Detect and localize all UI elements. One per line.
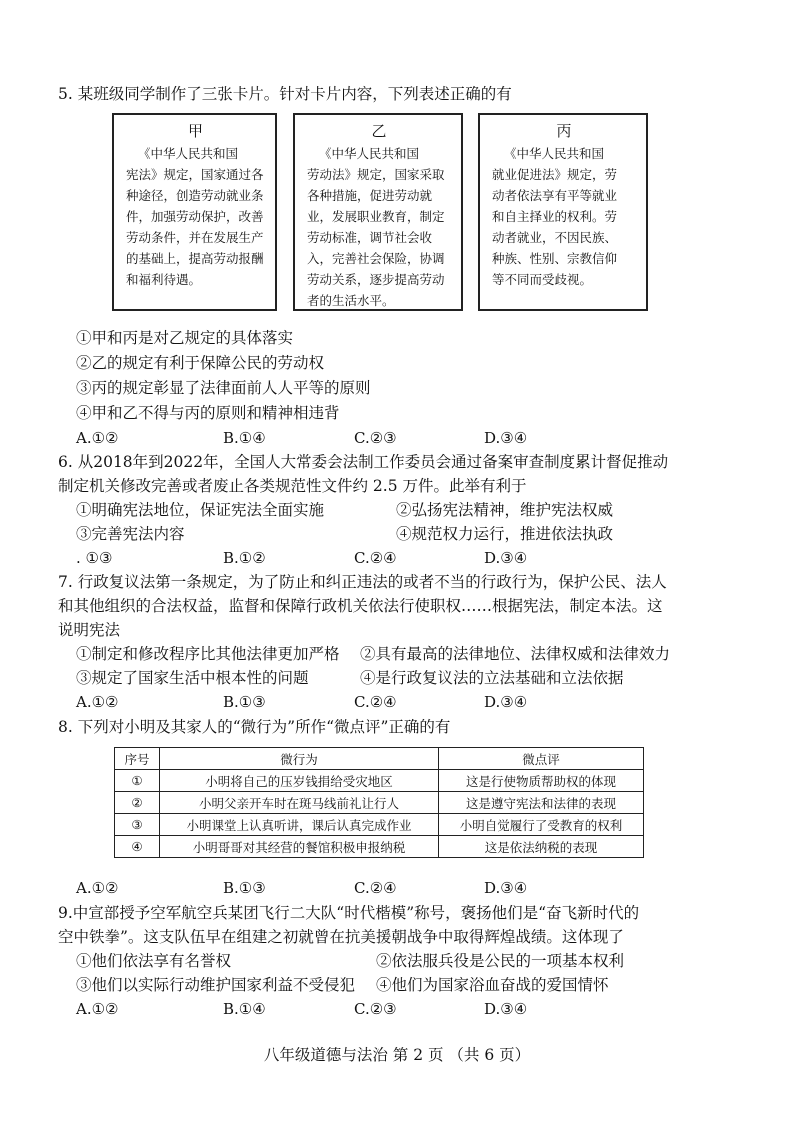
q8-option-b: B.①③ [223,879,266,897]
card-bing [478,113,648,311]
q5-statement-1: ①甲和丙是对乙规定的具体落实 [76,329,294,347]
q7-option-d: D.③④ [484,693,528,711]
q7-stem-line-2: 和其他组织的合法权益，监督和保障行政机关依法行使职权……根据宪法，制定本法。这 [58,597,663,615]
card-bing-line: 种族、性别、宗教信仰 [492,251,618,266]
q9-statement-4: ④他们为国家浴血奋战的爱国情怀 [376,976,609,994]
card-bing-line: 动者依法享有平等就业 [492,188,618,203]
card-yi [293,113,463,311]
q8-option-a: A.①② [76,879,119,897]
table-cell: 这是行使物质帮助权的体现 [439,770,644,792]
q6-stem-line-2: 制定机关修改完善或者废止各类规范性文件约 2.5 万件。此举有利于 [58,477,527,495]
table-cell: 小明课堂上认真听讲，课后认真完成作业 [160,814,439,836]
q7-option-b: B.①③ [223,693,266,711]
q6-option-b: B.①② [223,549,266,567]
card-jia-line: 《中华人民共和国 [138,146,239,161]
q6-statement-1: ①明确宪法地位，保证宪法全面实施 [76,501,325,519]
card-bing-line: 动者就业，不因民族、 [492,230,618,245]
q6-statement-2: ②弘扬宪法精神，维护宪法权威 [396,501,614,519]
q8-option-d: D.③④ [484,879,528,897]
q7-option-c: C.②④ [354,693,397,711]
q7-option-a: A.①② [76,693,119,711]
q9-option-d: D.③④ [484,1000,528,1018]
card-yi-line: 劳动法》规定，国家采取 [307,167,445,182]
table-header-cell: 微点评 [439,748,644,770]
q7-stem-line-3: 说明宪法 [58,621,121,639]
q9-option-b: B.①④ [223,1000,266,1018]
card-yi-line: 《中华人民共和国 [319,146,420,161]
table-cell: 这是遵守宪法和法律的表现 [439,792,644,814]
table-cell: ② [115,792,160,814]
q9-statement-3: ③他们以实际行动维护国家利益不受侵犯 [76,976,356,994]
q6-option-c: C.②④ [354,549,397,567]
card-bing-title: 丙 [556,122,572,140]
card-jia-line: 的基础上，提高劳动报酬 [126,251,264,266]
card-yi-line: 者的生活水平。 [307,293,395,308]
q8-table [114,747,644,858]
q8-option-c: C.②④ [354,879,397,897]
card-jia [112,113,277,311]
q9-stem-line-1: 9.中宣部授予空军航空兵某团飞行二大队“时代楷模”称号，褒扬他们是“奋飞新时代的 [58,904,640,922]
table-row [115,814,644,836]
table-row [115,836,644,858]
table-cell: 小明父亲开车时在斑马线前礼让行人 [160,792,439,814]
card-bing-line: 《中华人民共和国 [504,146,605,161]
card-jia-line: 件，加强劳动保护，改善 [126,209,264,224]
q6-option-a: . ①③ [76,549,113,567]
table-row [115,792,644,814]
q9-option-a: A.①② [76,1000,119,1018]
card-jia-title: 甲 [187,122,203,140]
card-yi-line: 各种措施，促进劳动就 [307,188,433,203]
card-bing-line: 就业促进法》规定，劳 [492,167,618,182]
q5-option-c: C.②③ [354,429,397,447]
q8-stem: 8. 下列对小明及其家人的“微行为”所作“微点评”正确的有 [58,718,451,736]
table-cell: 小明哥哥对其经营的餐馆积极申报纳税 [160,836,439,858]
card-yi-title: 乙 [371,122,387,140]
q5-option-a: A.①② [76,429,119,447]
card-yi-line: 业，发展职业教育，制定 [307,209,445,224]
q9-statement-1: ①他们依法享有名誉权 [76,952,232,970]
table-cell: 这是依法纳税的表现 [439,836,644,858]
q7-statement-4: ④是行政复议法的立法基础和立法依据 [360,669,624,687]
q6-statement-3: ③完善宪法内容 [76,525,185,543]
card-yi-line: 劳动关系，逐步提高劳动 [307,272,445,287]
table-header-row [115,748,644,770]
table-cell: ③ [115,814,160,836]
table-row [115,770,644,792]
q9-stem-line-2: 空中铁拳”。这支队伍早在组建之初就曾在抗美援朝战争中取得辉煌战绩。这体现了 [58,928,624,946]
table-cell: 小明将自己的压岁钱捐给受灾地区 [160,770,439,792]
q5-statement-4: ④甲和乙不得与丙的原则和精神相违背 [76,404,340,422]
q7-statement-1: ①制定和修改程序比其他法律更加严格 [76,645,340,663]
table-header-cell: 序号 [115,748,160,770]
card-jia-line: 种途径，创造劳动就业条 [126,188,264,203]
q5-option-b: B.①④ [223,429,266,447]
q5-statement-3: ③丙的规定彰显了法律面前人人平等的原则 [76,379,371,397]
card-yi-line: 入，完善社会保险，协调 [307,251,445,266]
table-header-cell: 微行为 [160,748,439,770]
q5-stem: 5. 某班级同学制作了三张卡片。针对卡片内容，下列表述正确的有 [58,85,512,103]
q7-statement-3: ③规定了国家生活中根本性的问题 [76,669,309,687]
q7-stem-line-1: 7. 行政复议法第一条规定，为了防止和纠正违法的或者不当的行政行为，保护公民、法人 [58,573,667,591]
q5-statement-2: ②乙的规定有利于保障公民的劳动权 [76,354,325,372]
q9-statement-2: ②依法服兵役是公民的一项基本权利 [376,952,625,970]
card-yi-line: 劳动标准，调节社会收 [307,230,433,245]
table-cell: ① [115,770,160,792]
table-cell: ④ [115,836,160,858]
table-cell: 小明自觉履行了受教育的权利 [439,814,644,836]
card-jia-line: 劳动条件，并在发展生产 [126,230,264,245]
card-jia-line: 和福利待遇。 [126,272,202,287]
card-bing-line: 等不同而受歧视。 [492,272,593,287]
q9-option-c: C.②③ [354,1000,397,1018]
page-footer: 八年级道德与法治 第 2 页 （共 6 页） [263,1046,531,1064]
q5-option-d: D.③④ [484,429,528,447]
q6-statement-4: ④规范权力运行，推进依法执政 [396,525,614,543]
q6-option-d: D.③④ [484,549,528,567]
card-jia-line: 宪法》规定，国家通过各 [126,167,264,182]
q7-statement-2: ②具有最高的法律地位、法律权威和法律效力 [360,645,671,663]
card-bing-line: 和自主择业的权利。劳 [492,209,618,224]
q6-stem-line-1: 6. 从2018年到2022年，全国人大常委会法制工作委员会通过备案审查制度累计督促推动 [58,453,669,471]
